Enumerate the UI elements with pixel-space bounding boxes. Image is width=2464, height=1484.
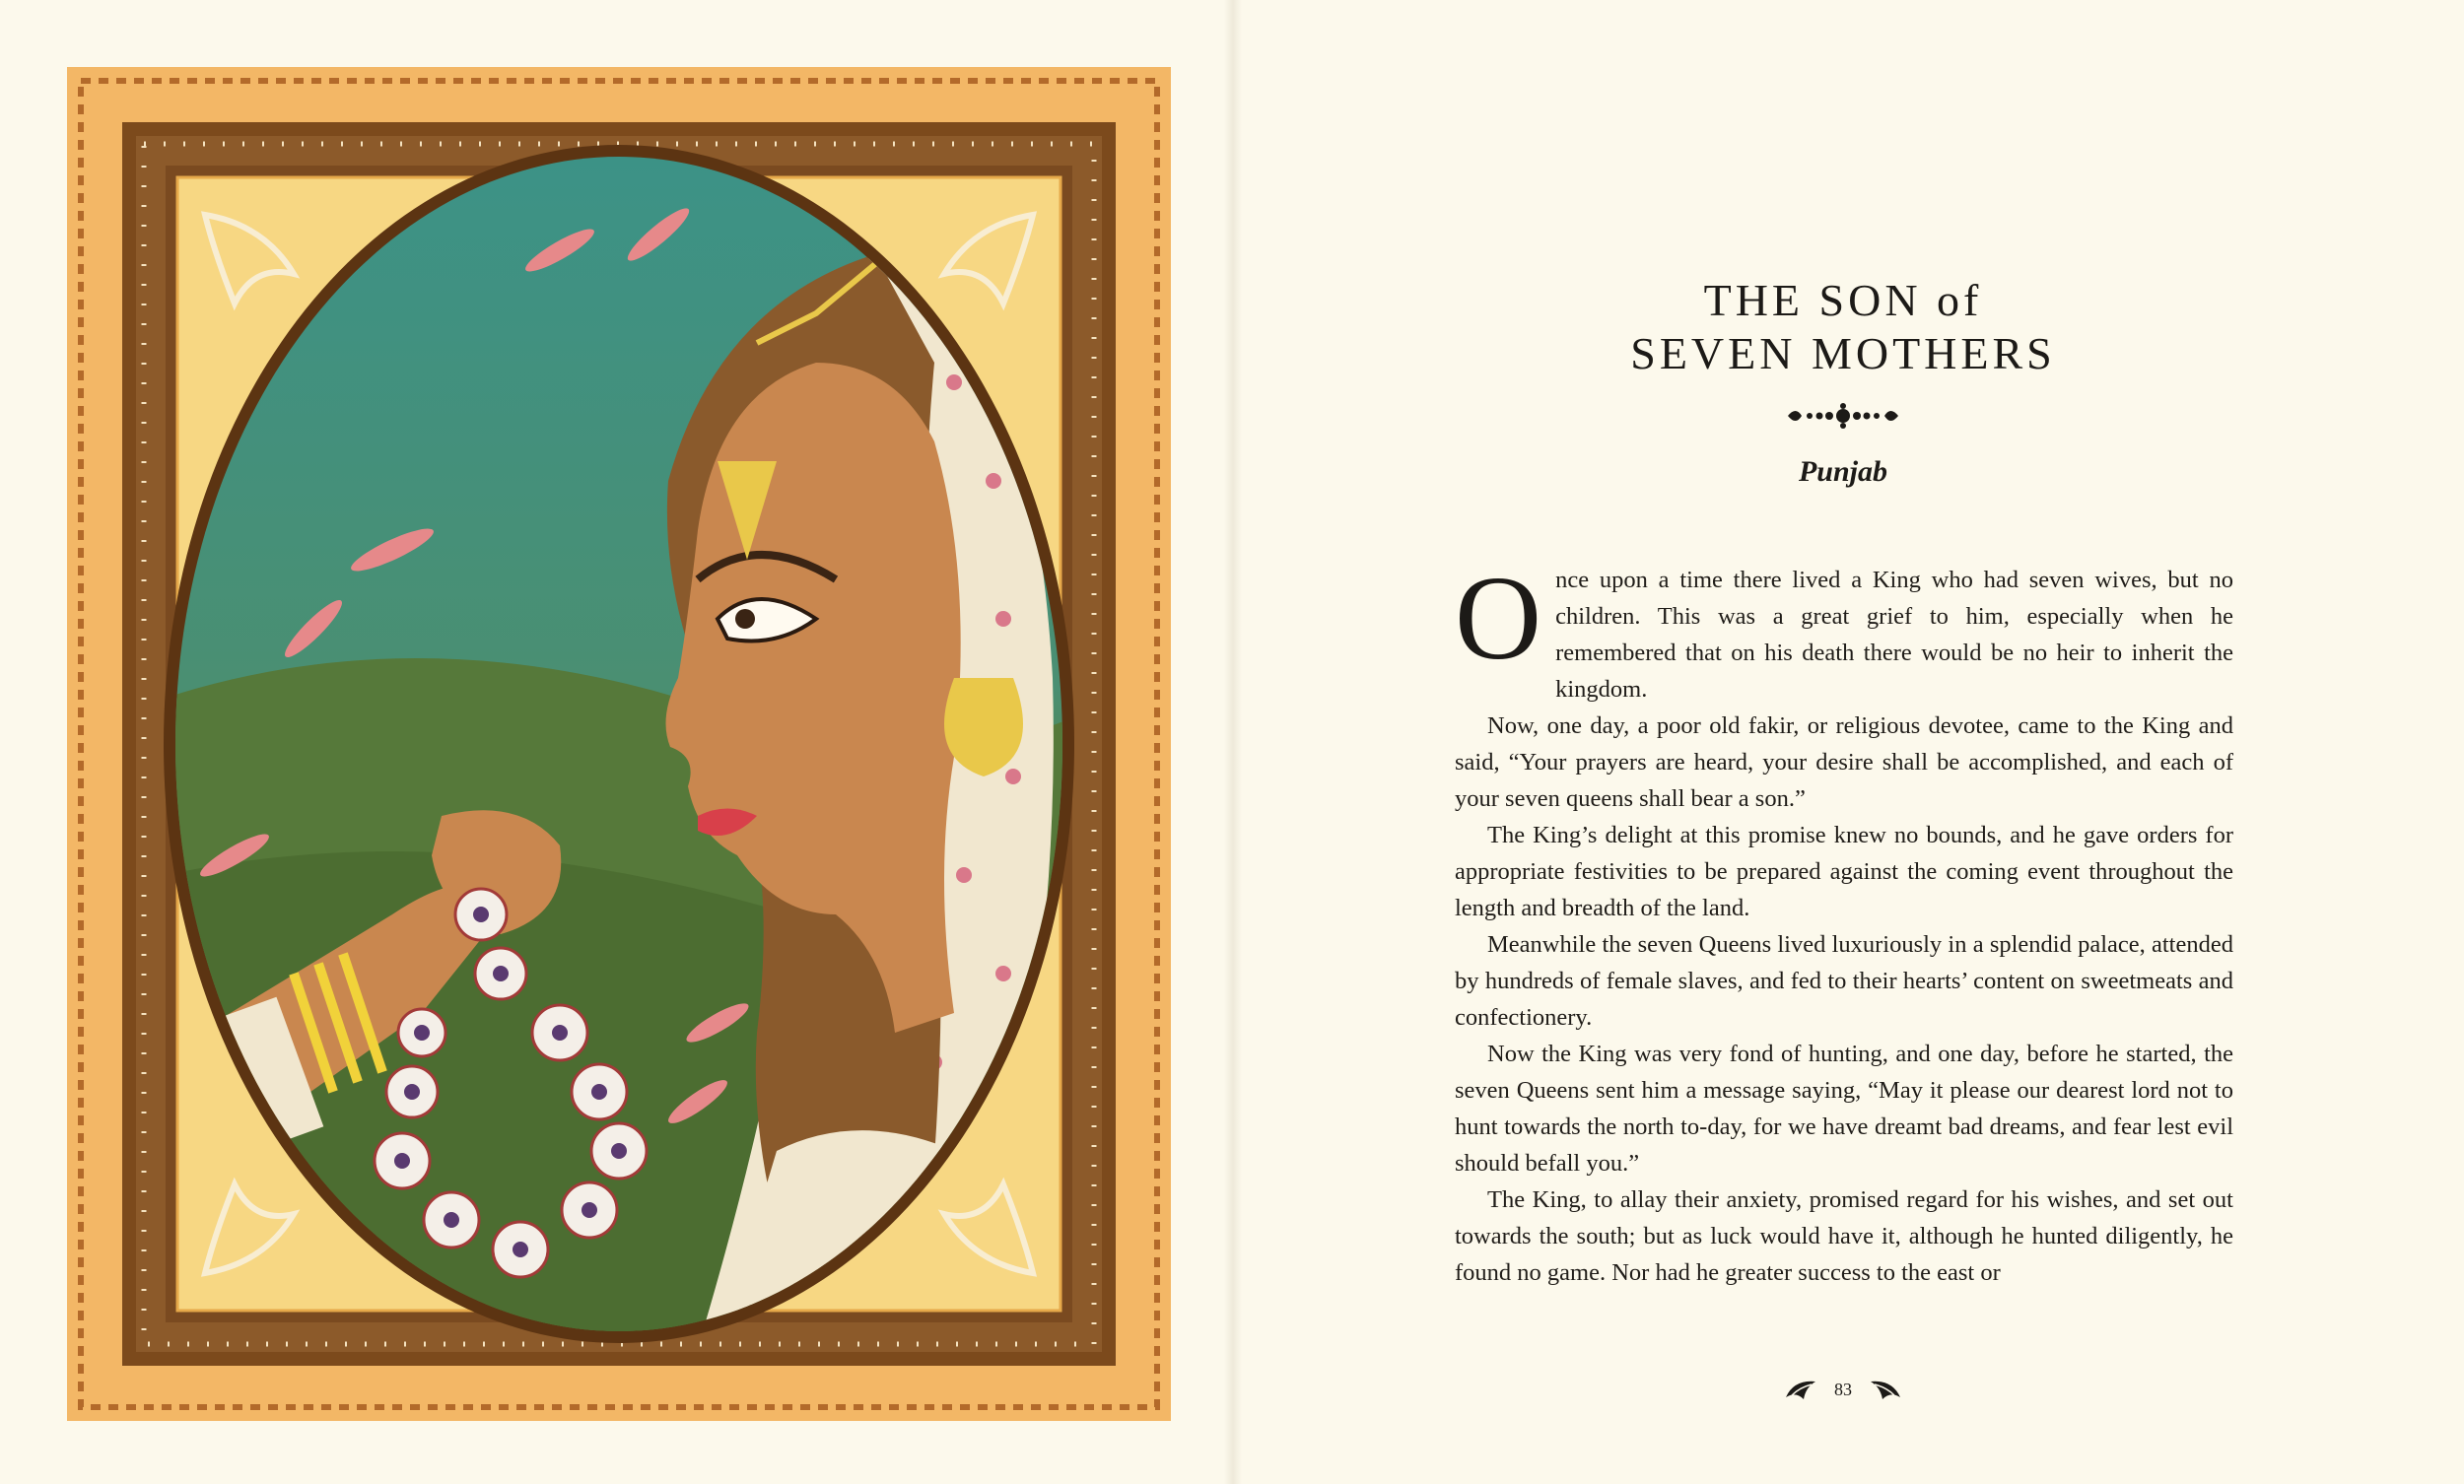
page-number: 83 bbox=[1834, 1380, 1852, 1399]
queen-illustration-icon bbox=[67, 67, 1171, 1421]
book-gutter bbox=[1224, 0, 1242, 1484]
illustration-panel bbox=[67, 67, 1171, 1421]
title-line-2: SEVEN MOTHERS bbox=[1630, 328, 2056, 378]
paragraph-6: The King, to allay their anxiety, promised regard for his wishes, and set out towards the south; but as luck would have it, although he hunted diligently, he found no game. Nor had he greater success to the east or bbox=[1455, 1186, 2233, 1286]
leaf-ornament-right-icon bbox=[1869, 1378, 1902, 1403]
paragraph-1: nce upon a time there lived a King who had seven wives, but no children. This was a great grief to him, especially when he remembered that on his death there would be no heir to inherit the kingdom. bbox=[1555, 567, 2233, 703]
title-line-1: THE SON of bbox=[1703, 275, 1983, 325]
paragraph-4: Meanwhile the seven Queens lived luxuriously in a splendid palace, attended by hundreds of female slaves, and fed to their hearts’ content on sweetmeats and confectionery. bbox=[1455, 931, 2233, 1031]
fleuron-ornament-icon bbox=[1784, 398, 1902, 434]
paragraph-2: Now, one day, a poor old fakir, or religious devotee, came to the King and said, “Your prayers are heard, your desire shall be accomplished, and each of your seven queens shall bear a son.” bbox=[1455, 712, 2233, 812]
page-folio bbox=[1784, 1372, 1902, 1411]
story-region: Punjab bbox=[1798, 455, 1888, 488]
paragraph-3: The King’s delight at this promise knew no bounds, and he gave orders for appropriate festivities to be prepared against the coming event throughout the length and breadth of the land. bbox=[1455, 822, 2233, 921]
paragraph-5: Now the King was very fond of hunting, and one day, before he started, the seven Queens sent him a message saying, “May it please our dearest lord not to hunt towards the north to-day, for we have dreamt bad dreams, and fear lest evil should befall you.” bbox=[1455, 1041, 2233, 1177]
drop-cap: O bbox=[1455, 552, 1542, 685]
story-title bbox=[1449, 274, 2237, 380]
story-body bbox=[1455, 552, 2233, 1291]
